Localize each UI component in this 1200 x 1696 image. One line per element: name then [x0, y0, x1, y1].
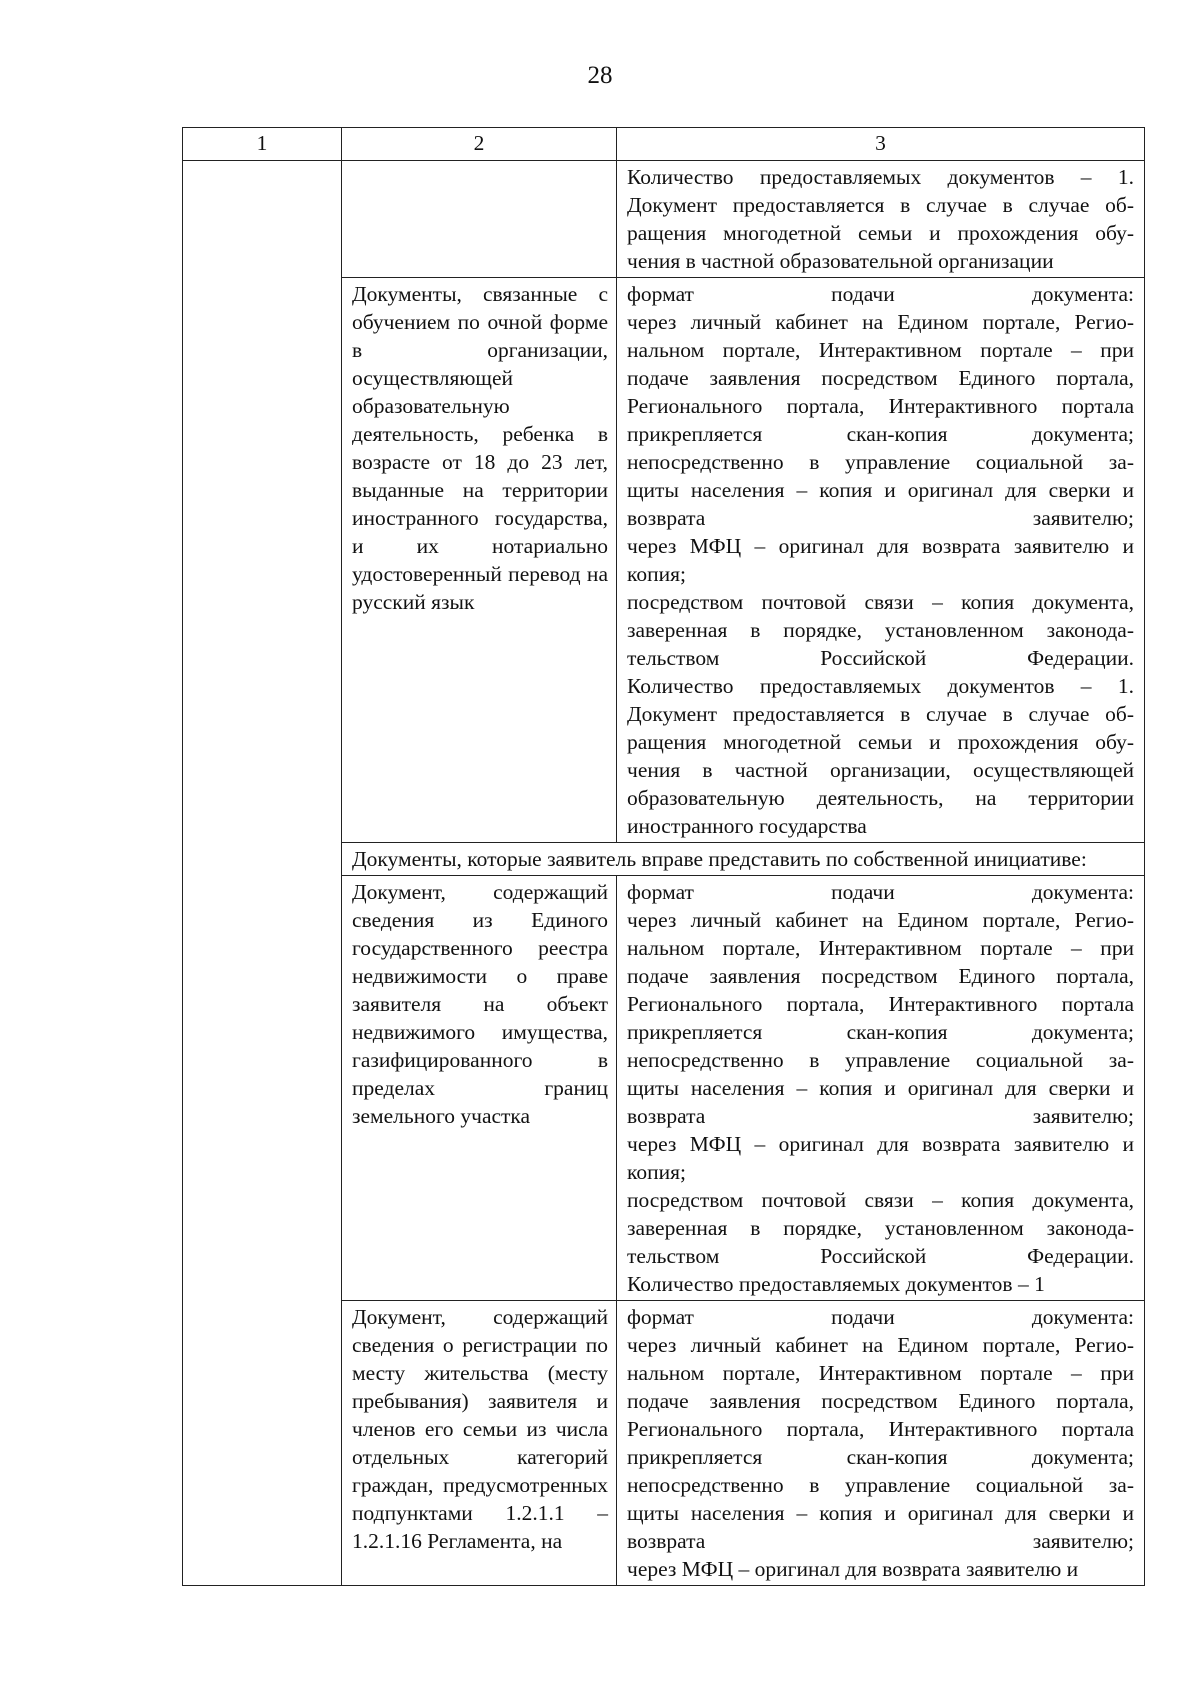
description-line: Количество предоставляемых документов – 1.: [627, 165, 1134, 189]
description-line: возврата заявителю;: [627, 506, 1134, 530]
description-line: нальном портале, Интерактивном портале – при: [627, 1361, 1134, 1385]
description-cell: [617, 1301, 1145, 1586]
description-line: щиты населения – копия и оригинал для сверки и: [627, 478, 1134, 502]
description-line: Количество предоставляемых документов – 1.: [627, 674, 1134, 698]
description-line: непосредственно в управление социальной за-: [627, 450, 1134, 474]
description-line: прикрепляется скан-копия документа;: [627, 1020, 1134, 1044]
description-text: [617, 1301, 1144, 1585]
description-line: чения в частной образовательной организации: [627, 249, 1054, 273]
table-header-row: [183, 128, 1145, 161]
description-line: Количество предоставляемых документов – 1: [627, 1272, 1045, 1296]
description-text: [617, 876, 1144, 1300]
description-line: посредством почтовой связи – копия документа,: [627, 1188, 1134, 1212]
column-header-3: 3: [617, 128, 1145, 161]
description-line: чения в частной организации, осуществляющей: [627, 758, 1134, 782]
description-line: непосредственно в управление социальной за-: [627, 1048, 1134, 1072]
document-name-text: Документ, содержащий сведения из Единого государственного реестра недвижимости о праве заявителя на объект недвижимого имущества, газифицированного в пределах границ земельного участка: [352, 880, 608, 1128]
description-line: заверенная в порядке, установленном законода-: [627, 1216, 1134, 1240]
description-line: прикрепляется скан-копия документа;: [627, 1445, 1134, 1469]
description-line: иностранного государства: [627, 814, 867, 838]
description-line: копия;: [627, 1160, 686, 1184]
document-name-cell: [342, 876, 617, 1301]
description-line: Регионального портала, Интерактивного портала: [627, 992, 1134, 1016]
table-row: [183, 161, 1145, 278]
document-name-cell: [342, 161, 617, 278]
column-header-2: 2: [342, 128, 617, 161]
description-line: посредством почтовой связи – копия документа,: [627, 590, 1134, 614]
document-name-text: Документ, содержащий сведения о регистрации по месту жительства (месту пребывания) заявителя и членов его семьи из числа отдельных категорий граждан, предусмотренных подпунктами 1.2.1.1 – 1.2.1.16 Регламента, на: [352, 1305, 608, 1553]
description-line: тельством Российской Федерации.: [627, 1244, 1134, 1268]
description-line: образовательную деятельность, на территории: [627, 786, 1134, 810]
description-line: щиты населения – копия и оригинал для сверки и: [627, 1501, 1134, 1525]
description-text: [617, 278, 1144, 842]
description-line: Регионального портала, Интерактивного портала: [627, 394, 1134, 418]
page-number: 28: [587, 62, 613, 89]
description-line: через личный кабинет на Едином портале, Регио-: [627, 1333, 1134, 1357]
section-header-text: Документы, которые заявитель вправе представить по собственной инициативе:: [352, 847, 1087, 871]
description-line: через МФЦ – оригинал для возврата заявителю и: [627, 1557, 1079, 1581]
description-line: ращения многодетной семьи и прохождения обу-: [627, 730, 1134, 754]
description-line: формат подачи документа:: [627, 880, 1134, 904]
description-line: нальном портале, Интерактивном портале – при: [627, 338, 1134, 362]
description-line: подаче заявления посредством Единого портала,: [627, 1389, 1134, 1413]
description-line: щиты населения – копия и оригинал для сверки и: [627, 1076, 1134, 1100]
description-line: через МФЦ – оригинал для возврата заявителю и: [627, 1132, 1134, 1156]
description-text: [617, 161, 1144, 277]
description-line: через личный кабинет на Едином портале, Регио-: [627, 310, 1134, 334]
description-line: через личный кабинет на Едином портале, Регио-: [627, 908, 1134, 932]
description-line: тельством Российской Федерации.: [627, 646, 1134, 670]
document-name-cell: [342, 278, 617, 843]
column-1-cell: [183, 161, 342, 1586]
description-line: ращения многодетной семьи и прохождения обу-: [627, 221, 1134, 245]
description-line: через МФЦ – оригинал для возврата заявителю и: [627, 534, 1134, 558]
description-cell: [617, 278, 1145, 843]
description-line: копия;: [627, 562, 686, 586]
section-header-cell: [342, 843, 1145, 876]
document-name-cell: [342, 1301, 617, 1586]
description-line: подаче заявления посредством Единого портала,: [627, 366, 1134, 390]
description-cell: [617, 876, 1145, 1301]
document-table: [182, 127, 1145, 1586]
description-line: формат подачи документа:: [627, 1305, 1134, 1329]
description-line: непосредственно в управление социальной за-: [627, 1473, 1134, 1497]
description-line: нальном портале, Интерактивном портале – при: [627, 936, 1134, 960]
description-line: возврата заявителю;: [627, 1529, 1134, 1553]
column-header-1: 1: [183, 128, 342, 161]
description-line: возврата заявителю;: [627, 1104, 1134, 1128]
description-line: Регионального портала, Интерактивного портала: [627, 1417, 1134, 1441]
description-line: подаче заявления посредством Единого портала,: [627, 964, 1134, 988]
document-name-text: Документы, связанные с обучением по очной форме в организации, осуществляющей образовательную деятельность, ребенка в возрасте от 18 до 23 лет, выданные на территории иностранного государства, и их нотариально удостоверенный перевод на русский язык: [352, 282, 608, 614]
description-cell: [617, 161, 1145, 278]
description-line: формат подачи документа:: [627, 282, 1134, 306]
description-line: Документ предоставляется в случае в случае об-: [627, 193, 1134, 217]
description-line: заверенная в порядке, установленном законода-: [627, 618, 1134, 642]
description-line: прикрепляется скан-копия документа;: [627, 422, 1134, 446]
description-line: Документ предоставляется в случае в случае об-: [627, 702, 1134, 726]
